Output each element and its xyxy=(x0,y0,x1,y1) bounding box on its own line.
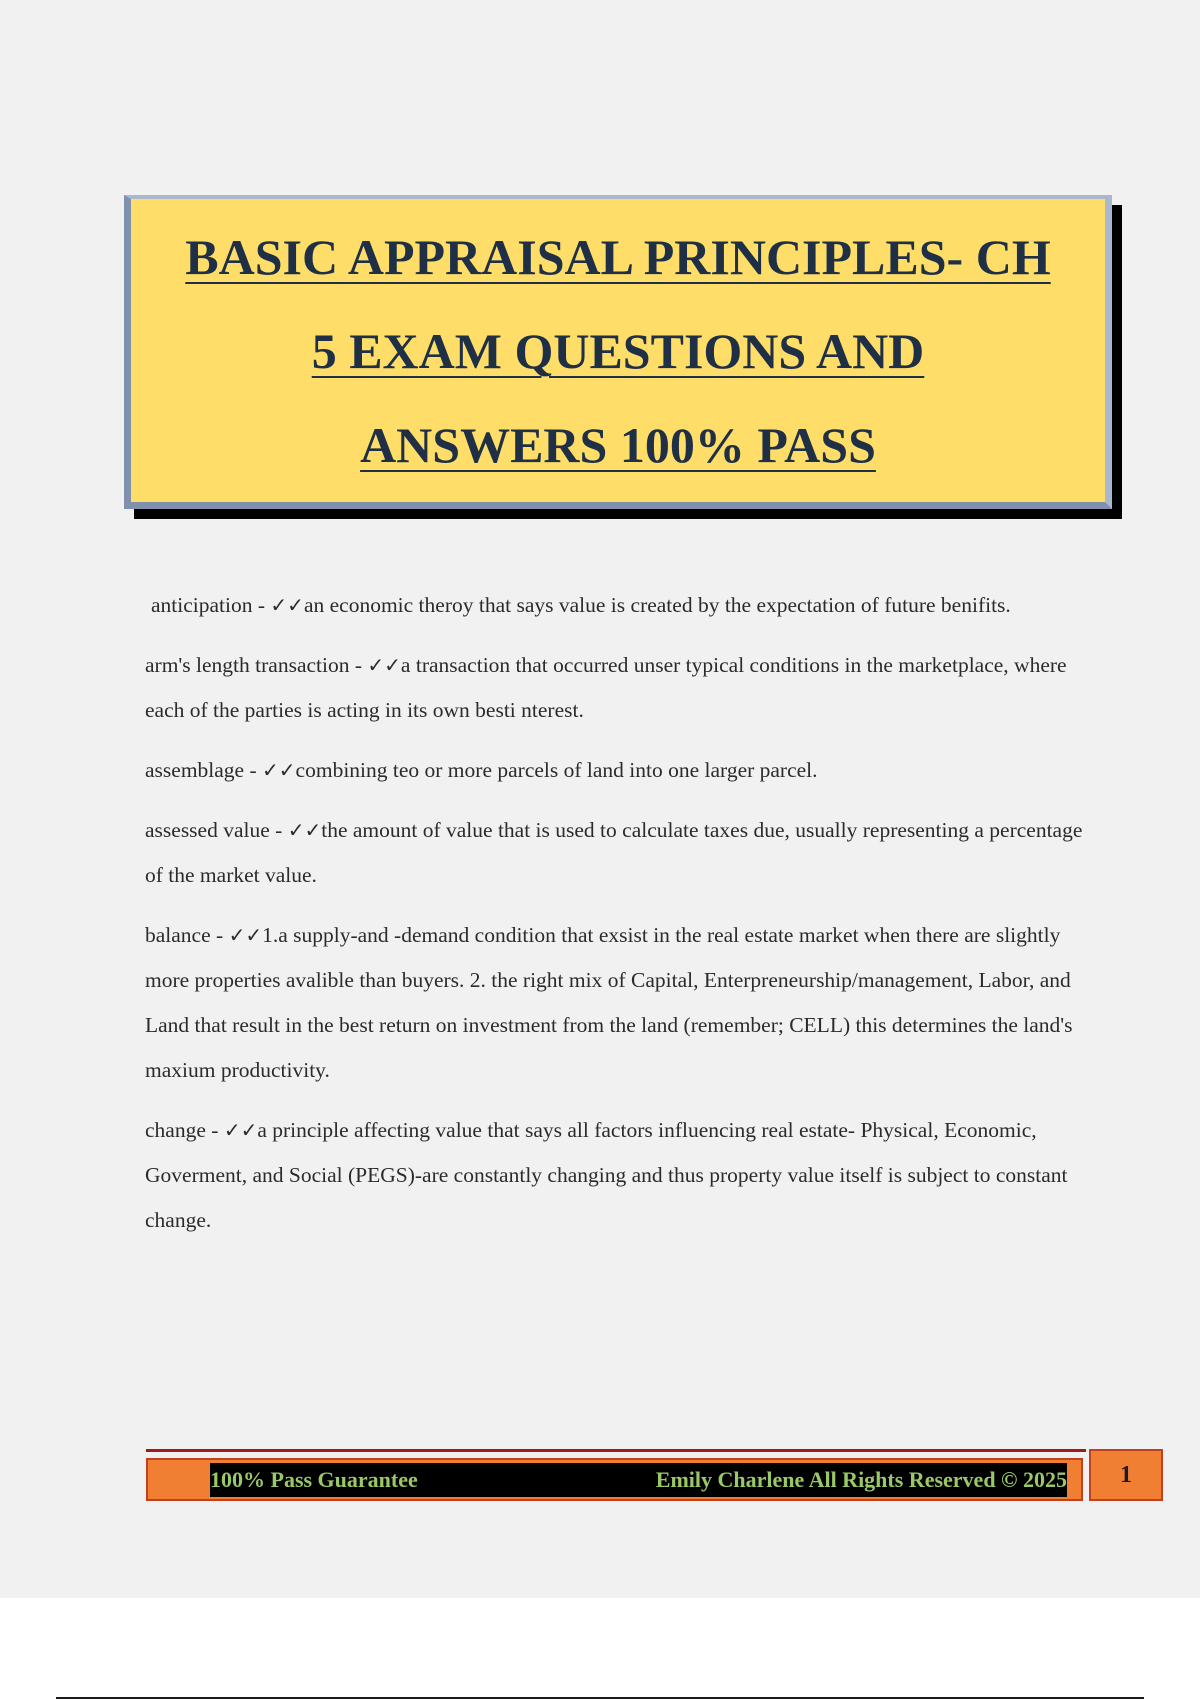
footer-pass-guarantee: 100% Pass Guarantee xyxy=(210,1467,418,1492)
entry-definition: a transaction that occurred unser typical conditions in the marketplace, where each of the parties is acting in its own besti nterest. xyxy=(145,653,1067,722)
entry-separator: - xyxy=(252,593,271,617)
entry-definition: combining teo or more parcels of land into one larger parcel. xyxy=(295,758,818,782)
next-page-divider xyxy=(56,1697,1144,1699)
entry-separator: - xyxy=(210,923,229,947)
double-check-icon: ✓✓ xyxy=(262,758,296,782)
double-check-icon: ✓✓ xyxy=(228,923,263,947)
glossary-entry-change xyxy=(145,1108,1095,1243)
title-line-2: 5 EXAM QUESTIONS AND xyxy=(311,322,925,379)
title-line-3: ANSWERS 100% PASS xyxy=(360,416,876,473)
entry-separator: - xyxy=(349,653,368,677)
entry-term: anticipation xyxy=(151,593,253,617)
entry-separator: - xyxy=(244,758,263,782)
glossary-content xyxy=(145,583,1095,1258)
entry-definition: an economic theroy that says value is created by the expectation of future benifits. xyxy=(303,593,1011,617)
double-check-icon: ✓✓ xyxy=(287,818,322,842)
entry-separator: - xyxy=(205,1118,224,1142)
entry-term: arm's length transaction xyxy=(145,653,350,677)
footer-divider xyxy=(146,1449,1086,1452)
entry-term: assessed value xyxy=(145,818,270,842)
entry-separator: - xyxy=(269,818,288,842)
double-check-icon: ✓✓ xyxy=(367,653,401,677)
page-number: 1 xyxy=(1089,1449,1163,1501)
glossary-entry-arms-length-transaction xyxy=(145,643,1095,733)
double-check-icon: ✓✓ xyxy=(270,593,304,617)
double-check-icon: ✓✓ xyxy=(223,1118,258,1142)
entry-term: balance xyxy=(145,923,211,947)
entry-definition: a principle affecting value that says all factors influencing real estate- Physical, Economic, Goverment, and Social (PEGS)-are constantly changing and thus property value itself is subject to constant change. xyxy=(145,1118,1068,1232)
glossary-entry-balance xyxy=(145,913,1095,1093)
title-line-1: BASIC APPRAISAL PRINCIPLES- CH xyxy=(185,228,1051,285)
glossary-entry-assessed-value xyxy=(145,808,1095,898)
glossary-entry-anticipation xyxy=(145,583,1095,628)
entry-definition: the amount of value that is used to calculate taxes due, usually representing a percentage of the market value. xyxy=(145,818,1083,887)
glossary-entry-assemblage xyxy=(145,748,1095,793)
footer-copyright: Emily Charlene All Rights Reserved © 2025 xyxy=(655,1467,1067,1492)
entry-term: assemblage xyxy=(145,758,245,782)
entry-term: change xyxy=(145,1118,206,1142)
entry-definition: 1.a supply-and -demand condition that exsist in the real estate market when there are slightly more properties avalible than buyers. 2. the right mix of Capital, Enterpreneurship/management, Labor, and Land that result in the best return on investment from the land (remember; CELL) this determines the land's maxium productivity. xyxy=(145,923,1073,1082)
title-box xyxy=(124,195,1112,509)
